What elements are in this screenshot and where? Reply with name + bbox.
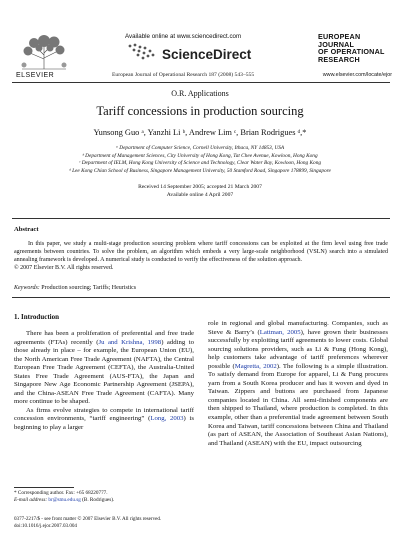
affiliation-c: ᶜ Department of IELM, Hong Kong University of Science and Technology, Clear Water Bay, Kowloon, Hong Kong — [79, 160, 321, 167]
doi-line: doi:10.1016/j.ejor.2007.03.004 — [14, 523, 77, 529]
available-online-text: Available online at www.sciencedirect.com — [125, 33, 242, 40]
abstract-paragraph: In this paper, we study a multi-stage production sourcing problem where tariff concessions can be exploited at the firm level using free trade agreements between countries. To solve the problem, an algorithm which embeds a very large-scale neighborhood (VSLN) search into a simulated annealing framework is developed. A numerical study is conducted to verify the effectiveness of the solution approach. — [14, 241, 388, 264]
intro-paragraph-1 — [14, 330, 194, 407]
journal-citation: European Journal of Operational Research 187 (2008) 543–555 — [112, 72, 255, 78]
email-line — [14, 497, 204, 504]
abstract-top-divider — [12, 218, 390, 219]
intro-text: ), have grown their businesses successfully by exploiting tariff agreements to lower costs. Global sourcing solutions providers, such as Li & Fung (Hong Kong), help customers take advantage of tariff preferences wherever possible ( — [208, 328, 388, 370]
intro-paragraph-continued — [208, 320, 388, 448]
ejor-line-1: EUROPEAN — [318, 32, 361, 41]
keywords-line — [14, 285, 136, 291]
email-suffix: (B. Rodrigues). — [82, 497, 115, 503]
sciencedirect-wordmark: ScienceDirect — [162, 47, 252, 62]
email-link[interactable]: br@smu.edu.sg — [48, 497, 81, 503]
ejor-line-3: OF OPERATIONAL — [318, 47, 385, 57]
intro-text: ) adding to those already in place – for example, the European Union (EU), the North American Free Trade Agreement (NAFTA), the Central European Free Trade Agreement (CEFTA), the Australia-United States Free Trade Agreement (AUS-FTA), the Japan and Singapore New Age Economic Partnership Agreement (JSEPA), and the China-ASEAN Free Trade Agreement (CAFTA). Many more continue to be shaped. — [14, 338, 194, 406]
citation-link[interactable]: Ju and Krishna, 1998 — [98, 338, 162, 346]
affiliation-d: ᵈ Lee Kong Chian School of Business, Singapore Management University, 50 Stamford Road, Singapore 178899, Singapore — [69, 167, 331, 174]
journal-url[interactable]: www.elsevier.com/locate/ejor — [322, 72, 392, 78]
section-label: O.R. Applications — [171, 89, 229, 98]
elsevier-wordmark: ELSEVIER — [16, 72, 55, 79]
header-divider — [12, 82, 390, 83]
citation-link[interactable]: Magretta, 2002 — [234, 362, 277, 370]
intro-paragraph-2 — [14, 407, 194, 433]
corresponding-author-note: * Corresponding author. Fax: +65 68220777. — [14, 490, 108, 496]
online-date: Available online 4 April 2007 — [166, 191, 234, 198]
author-list: Yunsong Guo ᵃ, Yanzhi Li ᵇ, Andrew Lim ᶜ, Brian Rodrigues ᵈ,* — [93, 128, 307, 137]
intro-text: ) is beginning to play a larger — [14, 415, 194, 432]
citation-link[interactable]: Lattman, 2005 — [259, 328, 301, 336]
footnote — [14, 490, 204, 504]
abstract-heading: Abstract — [14, 226, 39, 233]
affiliation-b: ᵇ Department of Management Sciences, City University of Hong Kong, Tat Chee Avenue, Kowloon, Hong Kong — [82, 152, 318, 159]
article-dates — [0, 184, 400, 199]
page-footer — [14, 516, 314, 530]
footnote-divider — [14, 487, 74, 488]
ejor-line-2: JOURNAL — [318, 39, 355, 49]
affiliations — [20, 145, 380, 175]
article-title: Tariff concessions in production sourcing — [96, 104, 304, 118]
ejor-journal-title — [318, 33, 390, 63]
intro-text: As firms evolve strategies to compete in international tariff concession environments, “tariff engineering” ( — [14, 406, 194, 423]
affiliation-a: ᵃ Department of Computer Science, Cornell University, Ithaca, NY 14853, USA — [115, 145, 285, 151]
citation-link[interactable]: Long, 2003 — [150, 415, 184, 423]
intro-text: role in regional and global manufacturing. Companies, such as Steve & Barry’s ( — [208, 320, 388, 336]
received-date: Received 14 September 2005; accepted 21 March 2007 — [138, 184, 262, 190]
intro-text: There has been a proliferation of preferential and free trade agreements (FTAs) recently ( — [14, 330, 194, 346]
intro-text: ). The following is a simple illustration. To satisfy demand from Europe for apparel, Li & Fung procures yarn from a South Korea producer and has it woven and dyed in Taiwan. Zippers and buttons are purchased from Japanese companies located in China. All semi-finished components are then shipped to Thailand, where production is completed. In this example, other than a preferential trade agreement between South Korea and Taiwan, tariff concessions between China and Thailand (as part of ASEAN, the Association of Southeast Asian Nations), and Thailand (ASEAN) with the EU, impact outsourcing — [208, 362, 388, 447]
elsevier-tree-logo — [14, 33, 74, 71]
keywords-label: Keywords: — [14, 285, 40, 291]
keywords-value: Production sourcing; Tariffs; Heuristics — [41, 285, 137, 291]
section-heading-introduction: 1. Introduction — [14, 313, 59, 321]
abstract-bottom-divider — [12, 297, 390, 298]
body-column-left — [14, 322, 194, 433]
abstract-copyright: © 2007 Elsevier B.V. All rights reserved. — [14, 265, 114, 272]
front-matter-line: 0377-2217/$ - see front matter © 2007 Elsevier B.V. All rights reserved. — [14, 516, 162, 522]
body-column-right — [208, 320, 388, 448]
abstract-body — [14, 240, 388, 272]
email-label: E-mail address: — [14, 497, 48, 503]
ejor-line-4: RESEARCH — [318, 54, 360, 64]
